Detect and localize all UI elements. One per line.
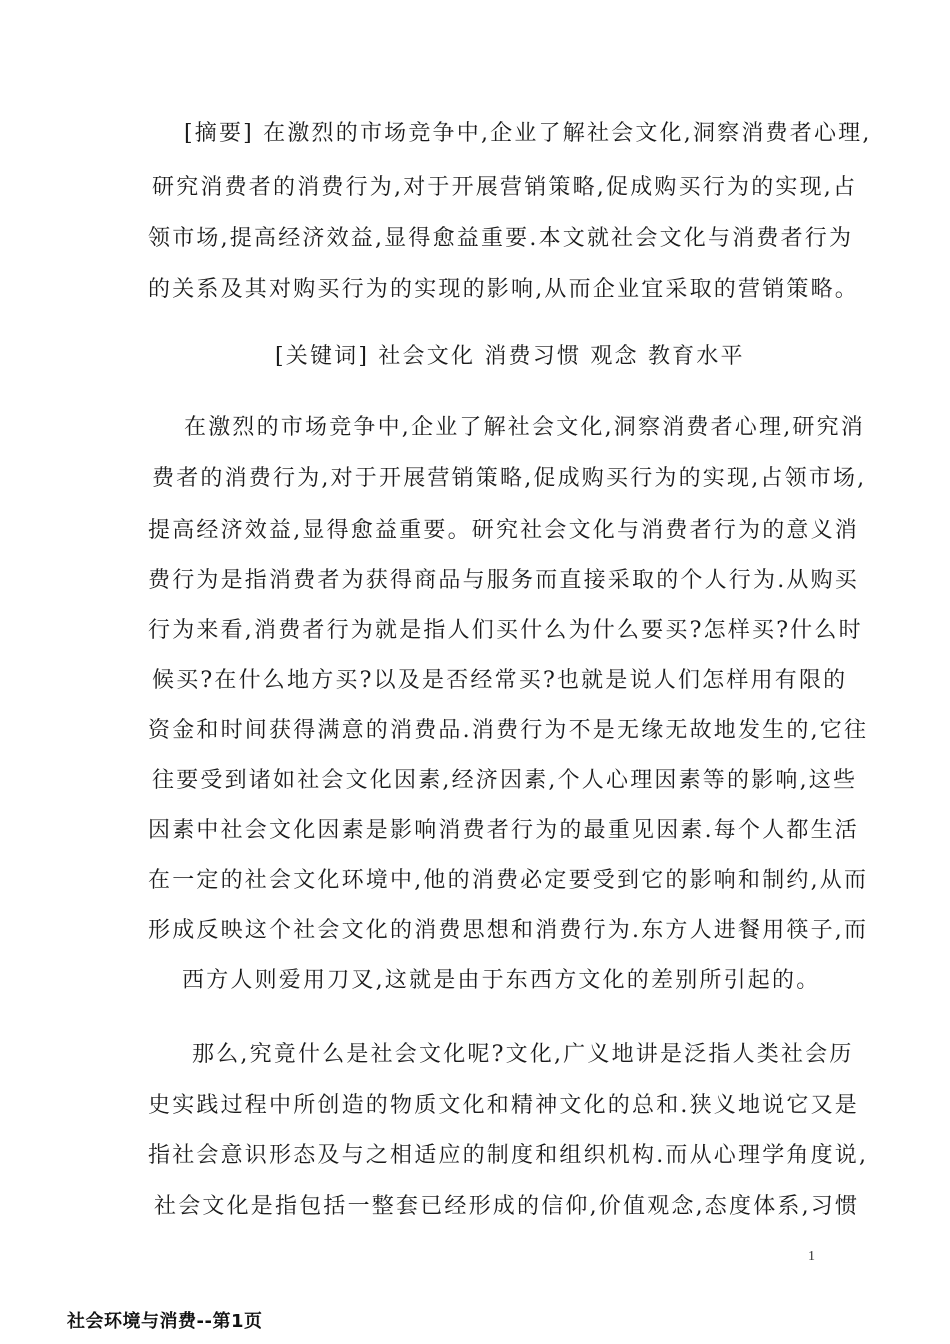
body-line: 提高经济效益,显得愈益重要。研究社会文化与消费者行为的意义消 xyxy=(148,518,859,543)
body-line: 费行为是指消费者为获得商品与服务而直接采取的个人行为.从购买 xyxy=(148,568,859,593)
body-line: 行为来看,消费者行为就是指人们买什么为什么要买?怎样买?什么时 xyxy=(148,618,863,643)
body-line: 那么,究竟什么是社会文化呢?文化,广义地讲是泛指人类社会历 xyxy=(192,1042,854,1067)
abstract-line-1: [摘要] 在激烈的市场竞争中,企业了解社会文化,洞察消费者心理, xyxy=(184,121,872,146)
body-line: 往要受到诸如社会文化因素,经济因素,个人心理因素等的影响,这些 xyxy=(152,768,858,793)
body-line: 因素中社会文化因素是影响消费者行为的最重见因素.每个人都生活 xyxy=(148,818,859,843)
keywords-line: [关键词] 社会文化 消费习惯 观念 教育水平 xyxy=(275,344,745,369)
page-number: 1 xyxy=(808,1249,815,1264)
body-line: 指社会意识形态及与之相适应的制度和组织机构.而从心理学角度说, xyxy=(148,1143,869,1168)
body-line: 在激烈的市场竞争中,企业了解社会文化,洞察消费者心理,研究消 xyxy=(184,415,865,440)
body-line: 形成反映这个社会文化的消费思想和消费行为.东方人进餐用筷子,而 xyxy=(148,918,869,943)
body-line: 社会文化是指包括一整套已经形成的信仰,价值观念,态度体系,习惯 xyxy=(154,1194,860,1219)
body-line: 资金和时间获得满意的消费品.消费行为不是无缘无故地发生的,它往 xyxy=(148,718,869,743)
footer-caption: 社会环境与消费--第1页 xyxy=(67,1311,263,1332)
body-line: 史实践过程中所创造的物质文化和精神文化的总和.狭义地说它又是 xyxy=(148,1093,859,1118)
abstract-line-4: 的关系及其对购买行为的实现的影响,从而企业宜采取的营销策略。 xyxy=(148,277,859,302)
body-line: 西方人则爱用刀叉,这就是由于东西方文化的差别所引起的。 xyxy=(182,968,821,993)
abstract-line-3: 领市场,提高经济效益,显得愈益重要.本文就社会文化与消费者行为 xyxy=(148,226,854,251)
body-line: 在一定的社会文化环境中,他的消费必定要受到它的影响和制约,从而 xyxy=(148,868,869,893)
body-line: 费者的消费行为,对于开展营销策略,促成购买行为的实现,占领市场, xyxy=(152,466,867,491)
abstract-line-2: 研究消费者的消费行为,对于开展营销策略,促成购买行为的实现,占 xyxy=(152,175,858,200)
body-line: 候买?在什么地方买?以及是否经常买?也就是说人们怎样用有限的 xyxy=(152,668,848,693)
